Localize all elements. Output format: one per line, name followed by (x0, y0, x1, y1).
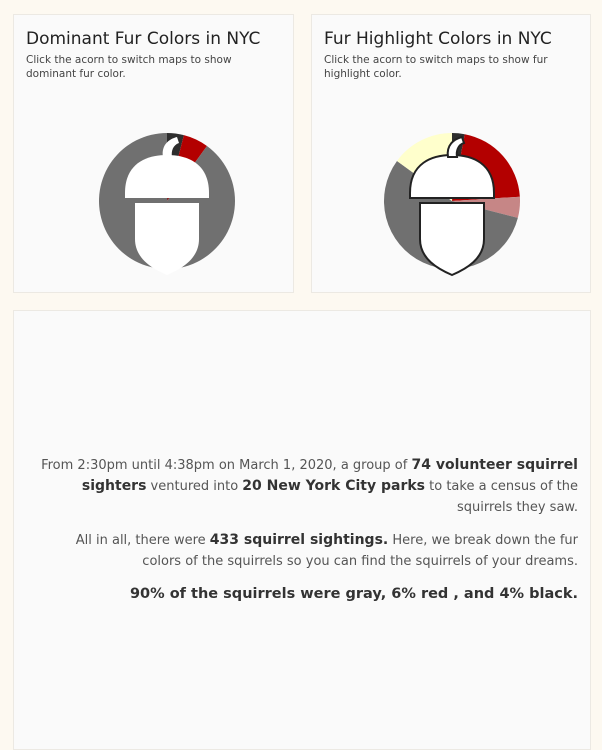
highlight-fur-card (311, 14, 591, 293)
story-summary: 90% of the squirrels were gray, 6% red , and 4% black. (129, 586, 578, 602)
story-paragraph-2: All in all, there were 433 squirrel sightings. Here, we break down the fur colors of the squirrels so you can find the squirrels of your dreams. (75, 532, 578, 569)
story-card (13, 310, 591, 750)
story-text (33, 455, 578, 617)
story-paragraph-1: From 2:30pm until 4:38pm on March 1, 2020, a group of 74 volunteer squirrel sighters ventured into 20 New York City parks to take a census of the squirrels they saw. (41, 457, 578, 515)
highlight-fur-subtitle: Click the acorn to switch maps to show fur highlight color. (324, 54, 548, 80)
dominant-fur-donut-chart[interactable] (14, 15, 295, 294)
dominant-fur-card (13, 14, 294, 293)
dominant-fur-title: Dominant Fur Colors in NYC (26, 29, 261, 49)
dominant-fur-subtitle: Click the acorn to switch maps to show dominant fur color. (26, 54, 232, 80)
highlight-fur-donut-chart[interactable] (312, 15, 592, 294)
highlight-fur-title: Fur Highlight Colors in NYC (324, 29, 552, 49)
